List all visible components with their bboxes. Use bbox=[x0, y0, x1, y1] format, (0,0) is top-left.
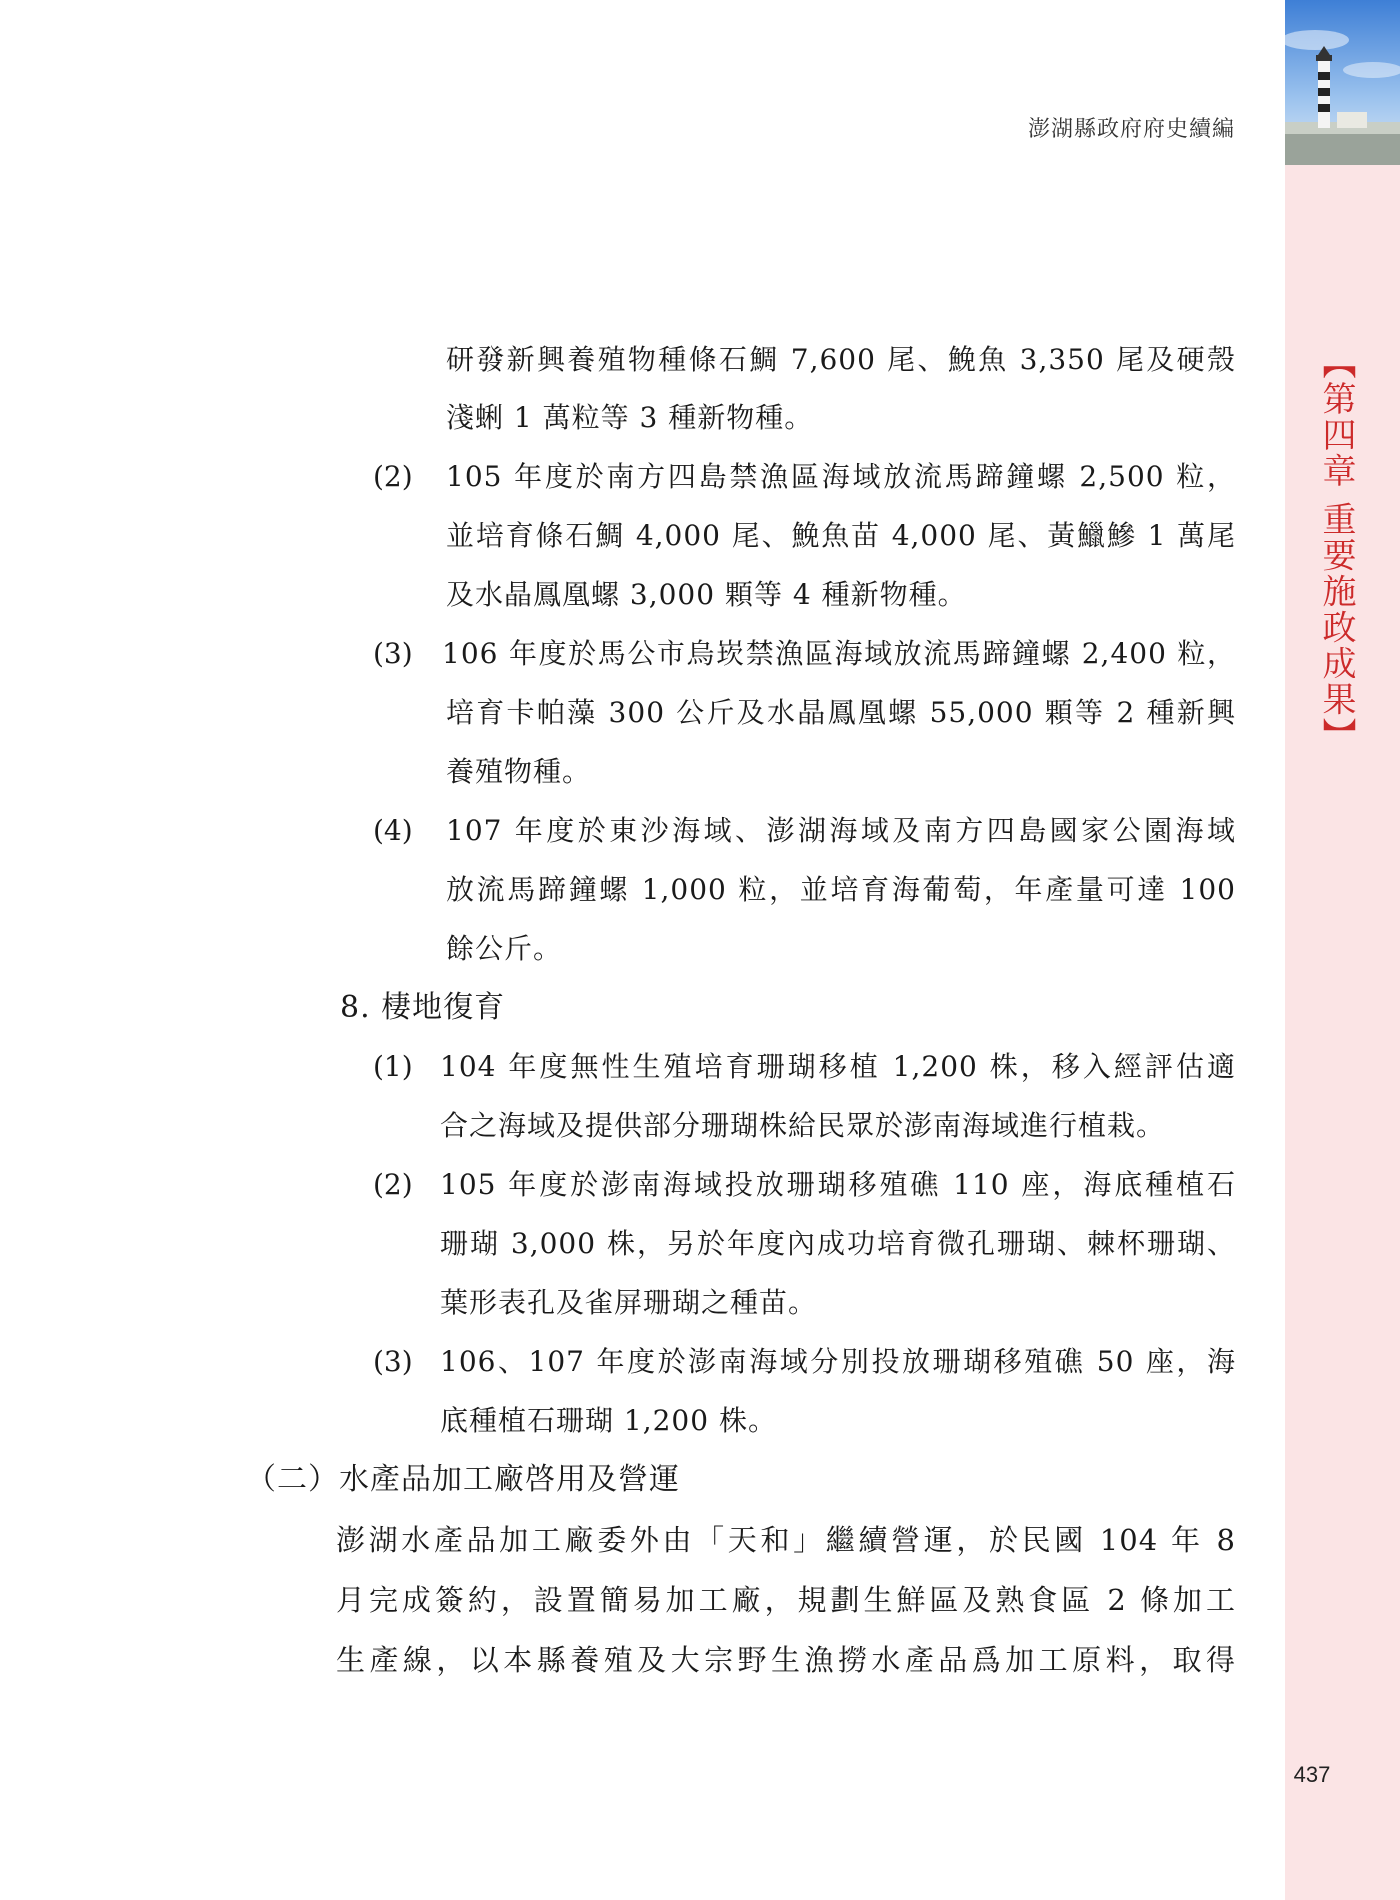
text-line: 104 年度無性生殖培育珊瑚移植 1,200 株，移入經評估適 bbox=[440, 1050, 1236, 1083]
running-header: 澎湖縣政府府史續編 bbox=[1027, 117, 1235, 142]
text-line: 生產線，以本縣養殖及大宗野生漁撈水產品爲加工原料，取得 bbox=[336, 1643, 1236, 1677]
text-line: 澎湖水產品加工廠委外由「天和」繼續營運，於民國 104 年 8 bbox=[336, 1523, 1236, 1557]
text-line: 107 年度於東沙海域、澎湖海域及南方四島國家公園海域 bbox=[446, 814, 1236, 847]
text-line: 底種植石珊瑚 1,200 株。 bbox=[440, 1404, 777, 1437]
text-line: 106、107 年度於澎南海域分別投放珊瑚移殖礁 50 座，海 bbox=[440, 1345, 1236, 1378]
text-line: 並培育條石鯛 4,000 尾、鮸魚苗 4,000 尾、黃鱲鰺 1 萬尾 bbox=[446, 519, 1236, 552]
text-line: 淺蜊 1 萬粒等 3 種新物種。 bbox=[446, 401, 814, 434]
list-number: (4) bbox=[373, 814, 413, 847]
text-line: 葉形表孔及雀屏珊瑚之種苗。 bbox=[440, 1286, 818, 1319]
side-band bbox=[1285, 0, 1400, 1900]
text-line: 105 年度於澎南海域投放珊瑚移殖礁 110 座，海底種植石 bbox=[440, 1168, 1236, 1201]
section-heading: 8. 棲地復育 bbox=[340, 990, 506, 1025]
lighthouse-photo bbox=[1285, 0, 1400, 165]
text-line: 月完成簽約，設置簡易加工廠，規劃生鮮區及熟食區 2 條加工 bbox=[336, 1583, 1236, 1617]
text-line: 珊瑚 3,000 株，另於年度內成功培育微孔珊瑚、棘杯珊瑚、 bbox=[440, 1227, 1236, 1260]
list-number: (1) bbox=[373, 1050, 413, 1083]
text-line: 研發新興養殖物種條石鯛 7,600 尾、鮸魚 3,350 尾及硬殼 bbox=[446, 343, 1236, 376]
text-line: 培育卡帕藻 300 公斤及水晶鳳凰螺 55,000 顆等 2 種新興 bbox=[446, 696, 1236, 729]
text-line: 養殖物種。 bbox=[446, 755, 592, 788]
text-line: 合之海域及提供部分珊瑚株給民眾於澎南海域進行植栽。 bbox=[440, 1109, 1166, 1142]
text-line: 及水晶鳳凰螺 3,000 顆等 4 種新物種。 bbox=[446, 578, 967, 611]
list-number: (2) bbox=[373, 460, 413, 493]
text-line: 105 年度於南方四島禁漁區海域放流馬蹄鐘螺 2,500 粒， bbox=[446, 460, 1236, 493]
list-number: (3) bbox=[373, 1345, 413, 1378]
text-line: 106 年度於馬公市烏崁禁漁區海域放流馬蹄鐘螺 2,400 粒， bbox=[442, 637, 1236, 670]
text-line: 放流馬蹄鐘螺 1,000 粒，並培育海葡萄，年產量可達 100 bbox=[446, 873, 1236, 906]
text-line: 餘公斤。 bbox=[446, 932, 563, 965]
section-heading: （二）水產品加工廠啓用及營運 bbox=[246, 1462, 680, 1497]
page-number: 437 bbox=[1293, 1762, 1331, 1787]
list-number: (3) bbox=[373, 637, 413, 670]
list-number: (2) bbox=[373, 1168, 413, 1201]
chapter-tab: 【第四章 重要施政成果】 bbox=[1316, 345, 1356, 754]
